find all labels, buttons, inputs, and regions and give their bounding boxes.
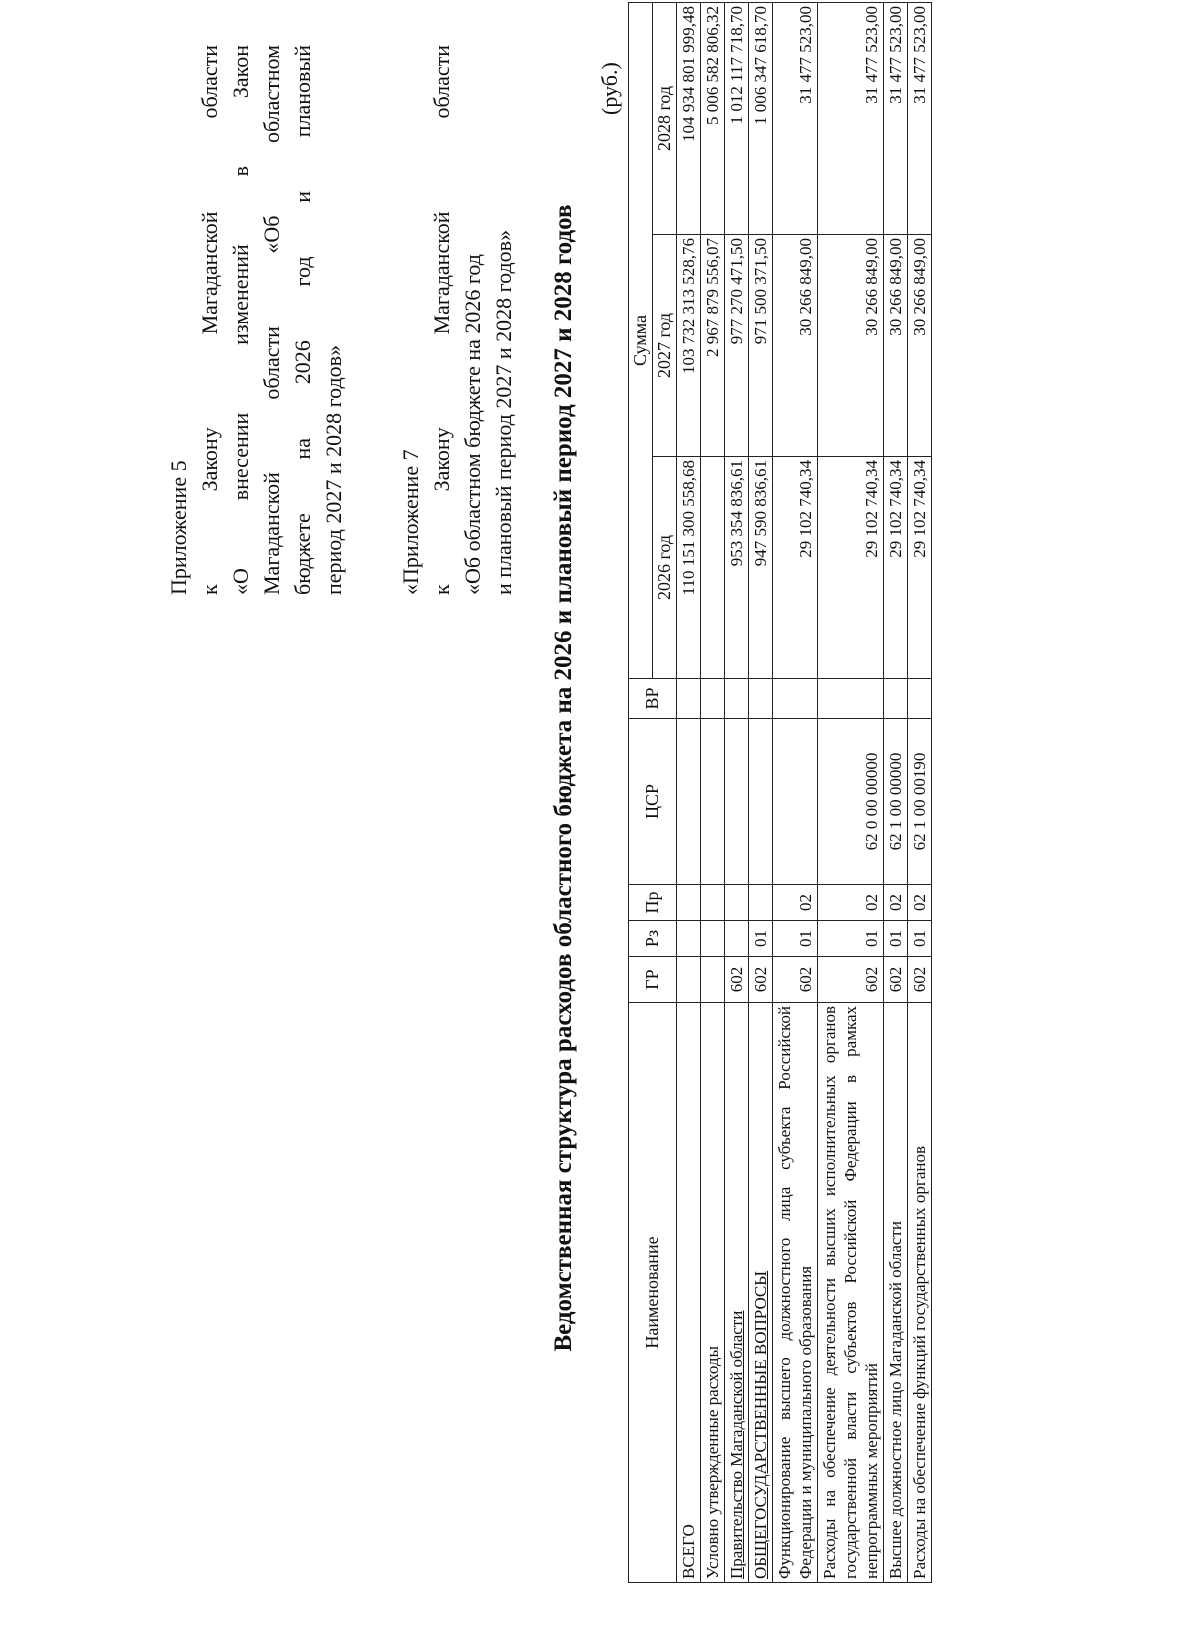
row-sum-2027: 30 266 849,00 — [884, 235, 908, 457]
table-row — [749, 2, 773, 1582]
annex-5-line: Приложение 5 — [166, 460, 191, 595]
row-sum-2028: 5 006 582 806,32 — [701, 2, 725, 234]
header-pr: Пр — [629, 885, 677, 921]
row-rz: 01 — [749, 921, 773, 957]
row-gr — [701, 957, 725, 1003]
row-pr — [749, 885, 773, 921]
row-sum-2027: 103 732 313 528,76 — [677, 235, 701, 457]
row-rz — [701, 921, 725, 957]
row-pr — [701, 885, 725, 921]
row-name: Расходы на обеспечение функций государственных органов — [908, 1003, 932, 1583]
row-vr — [908, 679, 932, 719]
annex-5-heading — [163, 45, 349, 595]
row-vr — [818, 679, 884, 719]
annex-5-line: Магаданской области «Об областном — [259, 45, 284, 595]
table-row — [701, 2, 725, 1582]
row-sum-2026: 29 102 740,34 — [908, 457, 932, 679]
row-sum-2026: 29 102 740,34 — [818, 457, 884, 679]
header-rz: Рз — [629, 921, 677, 957]
row-name: ОБЩЕГОСУДАРСТВЕННЫЕ ВОПРОСЫ — [749, 1003, 773, 1583]
row-vr — [725, 679, 749, 719]
row-sum-2028: 31 477 523,00 — [818, 2, 884, 234]
table-row — [884, 2, 908, 1582]
row-name: ВСЕГО — [677, 1003, 701, 1583]
annex-7-heading — [395, 45, 519, 595]
row-sum-2028: 31 477 523,00 — [908, 2, 932, 234]
row-sum-2028: 31 477 523,00 — [884, 2, 908, 234]
row-gr: 602 — [773, 957, 818, 1003]
row-gr: 602 — [749, 957, 773, 1003]
table-row — [818, 2, 884, 1582]
row-gr: 602 — [818, 957, 884, 1003]
row-sum-2028: 1 006 347 618,70 — [749, 2, 773, 234]
row-pr — [725, 885, 749, 921]
row-sum-2027: 971 500 371,50 — [749, 235, 773, 457]
row-vr — [773, 679, 818, 719]
header-vr: ВР — [629, 679, 677, 719]
annex-7-line: «Об областном бюджете на 2026 год — [460, 254, 485, 595]
row-sum-2026: 947 590 836,61 — [749, 457, 773, 679]
row-gr — [677, 957, 701, 1003]
annex-5-line: бюджете на 2026 год и плановый — [290, 45, 315, 595]
row-csr — [677, 719, 701, 885]
row-sum-2026: 29 102 740,34 — [884, 457, 908, 679]
row-name: Расходы на обеспечение деятельности высших исполнительных органов государственной власти субъектов Российской Федерации в рамках непрограммных мероприятий — [818, 1003, 884, 1583]
row-name: Условно утвержденные расходы — [701, 1003, 725, 1583]
row-csr: 62 1 00 00000 — [884, 719, 908, 885]
row-sum-2028: 31 477 523,00 — [773, 2, 818, 234]
currency-unit-label: (руб.) — [597, 62, 622, 115]
row-sum-2026: 29 102 740,34 — [773, 457, 818, 679]
row-vr — [677, 679, 701, 719]
header-sum: Сумма — [629, 2, 653, 678]
table-row — [677, 2, 701, 1582]
row-gr: 602 — [884, 957, 908, 1003]
header-csr: ЦСР — [629, 719, 677, 885]
row-vr — [884, 679, 908, 719]
row-rz: 01 — [908, 921, 932, 957]
row-rz: 01 — [884, 921, 908, 957]
annex-5-line: период 2027 и 2028 годов» — [321, 344, 346, 595]
annex-7-line: к Закону Магаданской области — [429, 45, 454, 595]
table-row — [773, 2, 818, 1582]
header-2026: 2026 год — [653, 457, 677, 679]
row-csr — [701, 719, 725, 885]
table-header-row — [629, 2, 653, 1582]
annex-7-line: «Приложение 7 — [398, 449, 423, 595]
row-name: Высшее должностное лицо Магаданской области — [884, 1003, 908, 1583]
annex-5-line: «О внесении изменений в Закон — [228, 45, 253, 595]
row-csr: 62 0 00 00000 — [818, 719, 884, 885]
budget-table — [628, 2, 932, 1583]
row-csr — [773, 719, 818, 885]
row-pr: 02 — [773, 885, 818, 921]
row-pr — [677, 885, 701, 921]
row-name: Правительство Магаданской области — [725, 1003, 749, 1583]
annex-7-line: и плановый период 2027 и 2028 годов» — [491, 229, 516, 595]
row-rz: 01 — [773, 921, 818, 957]
row-sum-2027: 977 270 471,50 — [725, 235, 749, 457]
row-pr: 02 — [884, 885, 908, 921]
row-csr — [749, 719, 773, 885]
row-pr: 02 — [908, 885, 932, 921]
row-sum-2028: 104 934 801 999,48 — [677, 2, 701, 234]
header-2028: 2028 год — [653, 2, 677, 234]
row-sum-2027: 30 266 849,00 — [908, 235, 932, 457]
table-row — [725, 2, 749, 1582]
row-rz — [725, 921, 749, 957]
row-name: Функционирование высшего должностного лица субъекта Российской Федерации и муниципального образования — [773, 1003, 818, 1583]
table-row — [908, 2, 932, 1582]
header-name: Наименование — [629, 1003, 677, 1583]
annex-5-line: к Закону Магаданской области — [197, 45, 222, 595]
row-sum-2026: 110 151 300 558,68 — [677, 457, 701, 679]
row-rz — [677, 921, 701, 957]
row-gr: 602 — [725, 957, 749, 1003]
row-csr — [725, 719, 749, 885]
row-rz: 01 — [818, 921, 884, 957]
row-sum-2027: 2 967 879 556,07 — [701, 235, 725, 457]
row-vr — [749, 679, 773, 719]
row-csr: 62 1 00 00190 — [908, 719, 932, 885]
row-sum-2026: 953 354 836,61 — [725, 457, 749, 679]
header-gr: ГР — [629, 957, 677, 1003]
row-sum-2027: 30 266 849,00 — [818, 235, 884, 457]
row-sum-2027: 30 266 849,00 — [773, 235, 818, 457]
row-gr: 602 — [908, 957, 932, 1003]
row-pr: 02 — [818, 885, 884, 921]
header-2027: 2027 год — [653, 235, 677, 457]
document-title: Ведомственная структура расходов областного бюджета на 2026 и плановый период 2027 и 2028 годов — [550, 204, 577, 1352]
row-sum-2028: 1 012 117 718,70 — [725, 2, 749, 234]
row-sum-2026 — [701, 457, 725, 679]
row-vr — [701, 679, 725, 719]
